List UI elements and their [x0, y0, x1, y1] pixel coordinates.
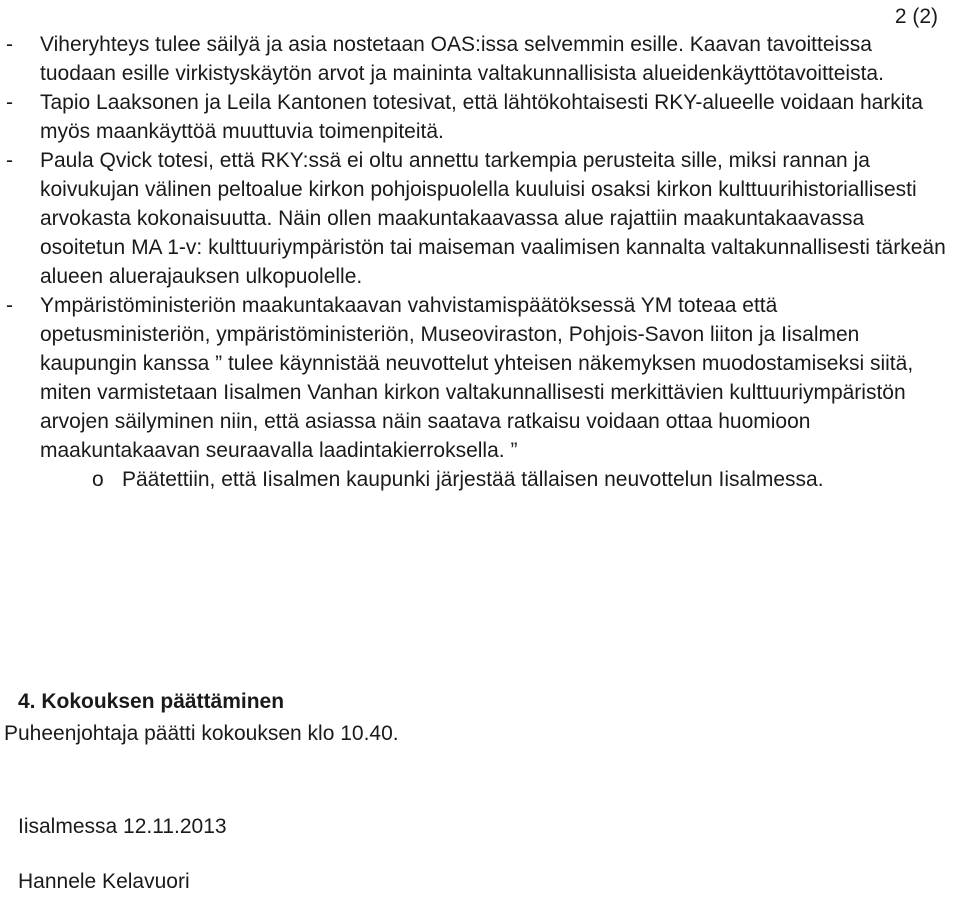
- dash-marker: -: [6, 91, 13, 114]
- place-date: Iisalmessa 12.11.2013: [18, 815, 227, 838]
- circle-marker: o: [92, 468, 104, 491]
- dash-marker: -: [6, 294, 13, 317]
- list-item: [6, 88, 946, 146]
- list-item-text: Tapio Laaksonen ja Leila Kantonen totesivat, että lähtökohtaisesti RKY-alueelle voidaan harkita myös maankäyttöä muuttuvia toimenpiteitä.: [40, 91, 923, 143]
- list-item: [6, 291, 946, 494]
- decision-sublist: [40, 465, 946, 494]
- section-heading: 4. Kokouksen päättäminen: [18, 690, 285, 713]
- signer-name: Hannele Kelavuori: [18, 870, 190, 893]
- list-item-text: Viheryhteys tulee säilyä ja asia nostetaan OAS:issa selvemmin esille. Kaavan tavoitteissa tuodaan esille virkistyskäytön arvot ja maininta valtakunnallisista alueidenkäyttötavoitteista.: [40, 33, 884, 85]
- list-item: [6, 146, 946, 291]
- list-item: [6, 30, 946, 88]
- dash-marker: -: [6, 33, 13, 56]
- sub-list-item-text: Päätettiin, että Iisalmen kaupunki järjestää tällaisen neuvottelun Iisalmessa.: [122, 468, 824, 491]
- list-item-text: Ympäristöministeriön maakuntakaavan vahvistamispäätöksessä YM toteaa että opetusministeriön, ympäristöministeriön, Museoviraston, Pohjois-Savon liiton ja Iisalmen kaupungin kanssa ” tulee käynnistää neuvottelut yhteisen näkemyksen muodostamiseksi siitä, miten varmistetaan Iisalmen Vanhan kirkon valtakunnallisesti merkittävien kulttuuriympäristön arvojen säilyminen niin, että asiassa näin saatava ratkaisu voidaan ottaa huomioon maakuntakaavan seuraavalla laadintakierroksella. ”: [40, 294, 914, 462]
- sub-list-item: [40, 465, 946, 494]
- section-body: Puheenjohtaja päätti kokouksen klo 10.40.: [4, 722, 399, 745]
- discussion-list: [6, 30, 946, 494]
- page-number: 2 (2): [894, 5, 938, 28]
- dash-marker: -: [6, 149, 13, 172]
- list-item-text: Paula Qvick totesi, että RKY:ssä ei oltu annettu tarkempia perusteita sille, miksi rannan ja koivukujan välinen peltoalue kirkon pohjoispuolella kuuluisi osaksi kirkon kulttuurihistoriallisesti arvokasta kokonaisuutta. Näin ollen maakuntakaavassa alue rajattiin maakuntakaavassa osoitetun MA 1-v: kulttuuriympäristön tai maiseman vaalimisen kannalta valtakunnallisesti tärkeän alueen aluerajauksen ulkopuolelle.: [40, 149, 946, 288]
